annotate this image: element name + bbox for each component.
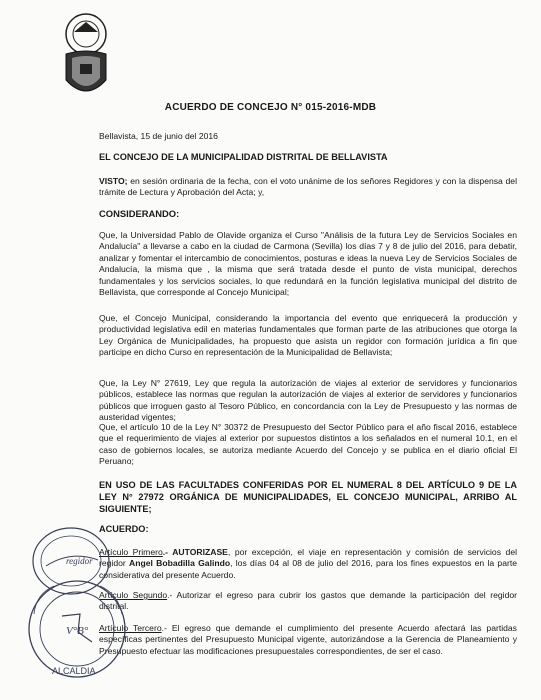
- article-third: [99, 623, 517, 657]
- article-label: Artículo Primero: [99, 547, 163, 557]
- article-text: .- El egreso que demande el cumplimiento del presente Acuerdo afectará las partidas específicas pertinentes del Presupuesto Municipal vigente, autorizándose a la Gerencia de Planeamiento y Presupuesto efectuar las modificaciones presupuestales correspondientes, de ser el caso.: [99, 623, 517, 656]
- considerando-paragraph: Que, la Ley N° 27619, Ley que regula la autorización de viajes al exterior de servidores y funcionarios públicos, establece las normas que regulan la autorización de viajes al exterior de servidores y funcionarios públicos que irroguen gasto al Tesoro Público, en concordancia con la Ley de Presupuesto y las normas de austeridad vigentes;: [99, 378, 517, 423]
- document-title: ACUERDO DE CONCEJO N° 015-2016-MDB: [164, 102, 377, 113]
- considerando-paragraph: Que, el artículo 10 de la Ley N° 30372 de Presupuesto del Sector Público para el año fiscal 2016, establece que el requerimiento de viajes al exterior por supuestos distintos a los señalados en el numeral 10.1, en el caso de gobiernos locales, se autoriza mediante Acuerdo del Concejo y se publica en el diario oficial El Peruano;: [99, 422, 517, 467]
- article-text: , por excepción, el viaje en representación y comisión de servicios del regidor: [99, 547, 518, 569]
- considerando-paragraph: Que, la Universidad Pablo de Olavide organiza el Curso "Análisis de la futura Ley de Servicios Sociales en Andalucía" a llevarse a cabo en la ciudad de Carmona (Sevilla) los días 7 y 8 de julio del 2016, para debatir, analizar y fomentar el intercambio de conocimientos, posturas e ideas la nueva Ley de Servicios Sociales de Andalucía, la misma que , la misma que será tratada desde el punto de vista municipal, derechos fundamentales y los servicios sociales, lo que redundará en la función legislativa municipal del distrito de Bellavista, que corresponde al Concejo Municipal;: [99, 230, 517, 298]
- acuerdo-heading: ACUERDO:: [99, 524, 149, 534]
- alcaldia-stamp-icon: [22, 574, 132, 684]
- visto-paragraph: [99, 176, 517, 199]
- date-line: Bellavista, 15 de junio del 2016: [99, 131, 218, 141]
- municipal-seal-icon: [54, 10, 118, 106]
- considerando-paragraph: Que, el Concejo Municipal, considerando la importancia del evento que enriquecerá la producción y productividad legislativa edil en materias fundamentales que forman parte de las atribuciones que otorga la Ley Orgánica de Municipalidades, ha propuesto que asista un regidor con formación jurídica a fin que participe en dicho Curso en representación de la Municipalidad de Bellavista;: [99, 313, 517, 358]
- stamp1-text: regidor: [66, 556, 93, 566]
- article-text: .- Autorizar el egreso para cubrir los gastos que demande la participación del regidor distrital.: [99, 590, 517, 612]
- article-label: Artículo Tercero: [99, 623, 162, 633]
- stamp2-text: ALCALDIA: [52, 666, 96, 676]
- uso-facultades: EN USO DE LAS FACULTADES CONFERIDAS POR EL NUMERAL 8 DEL ARTÍCULO 9 DE LA LEY N° 27972 ORGÁNICA DE MUNICIPALIDADES, EL CONCEJO MUNICIPAL, ARRIBO AL SIGUIENTE;: [99, 480, 517, 515]
- article-label: Artículo Segundo: [99, 590, 168, 600]
- considerando-heading: CONSIDERANDO:: [99, 208, 180, 219]
- article-text: , los días 04 al 08 de julio del 2016, para los fines expuestos en la parte considerativa del presente Acuerdo.: [99, 558, 518, 580]
- regidor-name: Angel Bobadilla Galindo: [129, 558, 231, 569]
- visto-label: VISTO;: [99, 176, 128, 186]
- article-lead: .- AUTORIZASE: [162, 547, 228, 557]
- article-second: [99, 590, 517, 613]
- visto-text: en sesión ordinaria de la fecha, con el voto unánime de los señores Regidores y con la dispensa del trámite de Lectura y Aprobación del Acta; y,: [99, 176, 517, 198]
- article-first: [99, 547, 517, 581]
- stamp2-center: V°B°: [66, 625, 89, 637]
- council-heading: EL CONCEJO DE LA MUNICIPALIDAD DISTRITAL DE BELLAVISTA: [99, 152, 388, 162]
